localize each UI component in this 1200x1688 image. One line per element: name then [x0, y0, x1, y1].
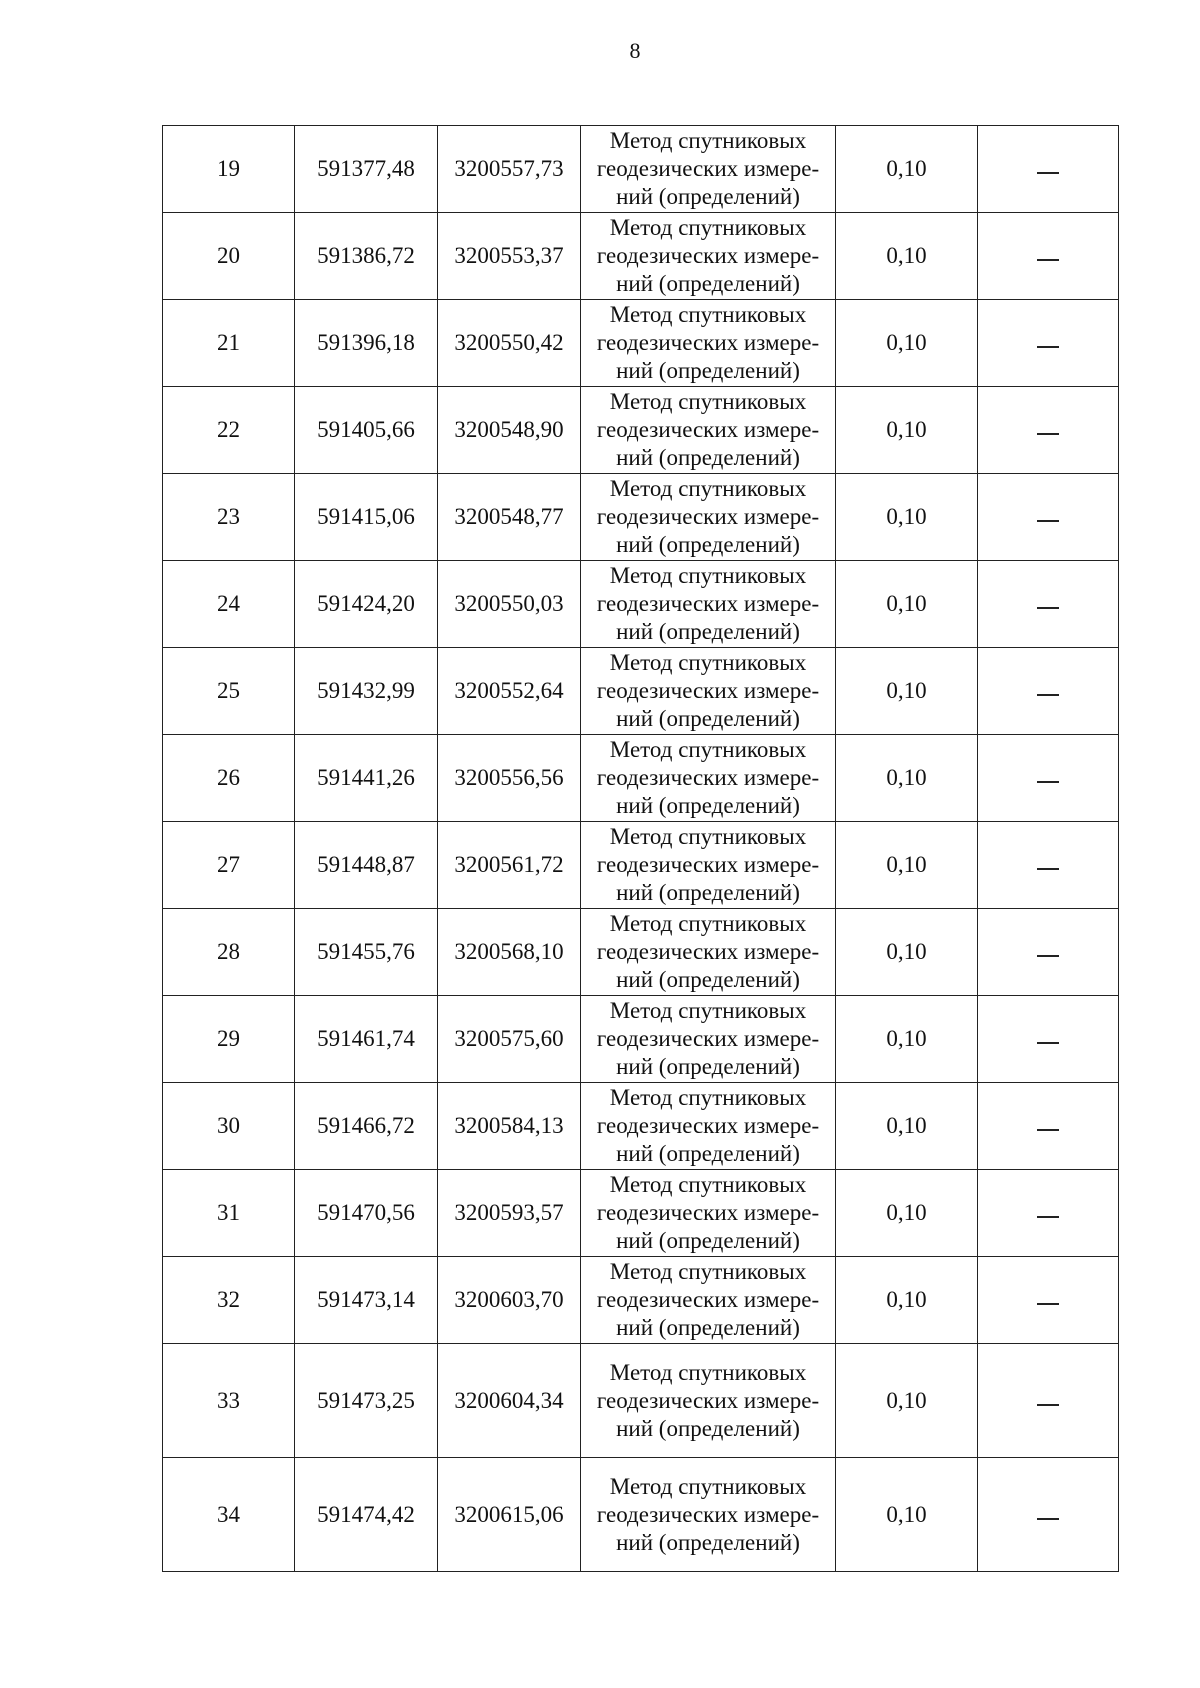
method-line-2: геодезических измере-: [596, 417, 820, 442]
description-cell: [978, 387, 1119, 474]
precision-cell: 0,10: [836, 996, 978, 1083]
table-row: [163, 561, 1119, 648]
table-row: [163, 213, 1119, 300]
method-line-2: геодезических измере-: [596, 1113, 820, 1138]
x-coordinate-cell: 591415,06: [295, 474, 438, 561]
point-number-cell: 26: [163, 735, 295, 822]
x-coordinate-cell: 591470,56: [295, 1170, 438, 1257]
method-cell: [581, 474, 836, 561]
description-cell: [978, 126, 1119, 213]
precision-cell: 0,10: [836, 1344, 978, 1458]
description-cell: [978, 648, 1119, 735]
method-line-3: ний (определений): [616, 532, 800, 557]
table-row: [163, 1344, 1119, 1458]
method-cell: [581, 561, 836, 648]
point-number-cell: 29: [163, 996, 295, 1083]
precision-cell: 0,10: [836, 1257, 978, 1344]
dash-mark: [1037, 781, 1059, 783]
description-cell: [978, 300, 1119, 387]
x-coordinate-cell: 591432,99: [295, 648, 438, 735]
description-cell: [978, 909, 1119, 996]
method-cell: [581, 300, 836, 387]
precision-cell: 0,10: [836, 822, 978, 909]
method-line-2: геодезических измере-: [596, 156, 820, 181]
point-number-cell: 20: [163, 213, 295, 300]
method-line-1: Метод спутниковых: [609, 128, 807, 153]
description-cell: [978, 1344, 1119, 1458]
method-line-3: ний (определений): [616, 706, 800, 731]
coordinates-table: [162, 125, 1119, 1572]
point-number-cell: 27: [163, 822, 295, 909]
dash-mark: [1037, 694, 1059, 696]
description-cell: [978, 996, 1119, 1083]
method-line-2: геодезических измере-: [596, 1200, 820, 1225]
dash-mark: [1037, 1216, 1059, 1218]
x-coordinate-cell: 591424,20: [295, 561, 438, 648]
precision-cell: 0,10: [836, 126, 978, 213]
method-line-2: геодезических измере-: [596, 678, 820, 703]
method-line-1: Метод спутниковых: [609, 215, 807, 240]
precision-cell: 0,10: [836, 387, 978, 474]
table-row: [163, 996, 1119, 1083]
method-line-3: ний (определений): [616, 445, 800, 470]
y-coordinate-cell: 3200593,57: [438, 1170, 581, 1257]
table-row: [163, 1458, 1119, 1572]
method-line-2: геодезических измере-: [596, 330, 820, 355]
dash-mark: [1037, 1404, 1059, 1406]
point-number-cell: 34: [163, 1458, 295, 1572]
dash-mark: [1037, 955, 1059, 957]
method-line-1: Метод спутниковых: [609, 1359, 807, 1385]
method-cell: [581, 1170, 836, 1257]
method-line-1: Метод спутниковых: [609, 302, 807, 327]
description-cell: [978, 1170, 1119, 1257]
table-row: [163, 1257, 1119, 1344]
precision-cell: 0,10: [836, 213, 978, 300]
point-number-cell: 22: [163, 387, 295, 474]
method-cell: [581, 996, 836, 1083]
point-number-cell: 31: [163, 1170, 295, 1257]
precision-cell: 0,10: [836, 648, 978, 735]
table-body: [163, 126, 1119, 1572]
description-cell: [978, 213, 1119, 300]
x-coordinate-cell: 591386,72: [295, 213, 438, 300]
y-coordinate-cell: 3200553,37: [438, 213, 581, 300]
table-row: [163, 387, 1119, 474]
method-line-1: Метод спутниковых: [609, 1085, 807, 1110]
method-cell: [581, 909, 836, 996]
dash-mark: [1037, 433, 1059, 435]
dash-mark: [1037, 1518, 1059, 1520]
table-row: [163, 1170, 1119, 1257]
method-line-1: Метод спутниковых: [609, 1473, 807, 1499]
y-coordinate-cell: 3200561,72: [438, 822, 581, 909]
point-number-cell: 30: [163, 1083, 295, 1170]
table-row: [163, 474, 1119, 561]
x-coordinate-cell: 591474,42: [295, 1458, 438, 1572]
y-coordinate-cell: 3200548,90: [438, 387, 581, 474]
point-number-cell: 32: [163, 1257, 295, 1344]
precision-cell: 0,10: [836, 735, 978, 822]
precision-cell: 0,10: [836, 561, 978, 648]
point-number-cell: 33: [163, 1344, 295, 1458]
point-number-cell: 24: [163, 561, 295, 648]
table-row: [163, 126, 1119, 213]
x-coordinate-cell: 591377,48: [295, 126, 438, 213]
method-line-3: ний (определений): [616, 1415, 800, 1441]
method-line-3: ний (определений): [616, 880, 800, 905]
point-number-cell: 23: [163, 474, 295, 561]
method-line-1: Метод спутниковых: [609, 476, 807, 501]
method-cell: [581, 735, 836, 822]
method-line-1: Метод спутниковых: [609, 998, 807, 1023]
method-line-2: геодезических измере-: [596, 939, 820, 964]
method-line-1: Метод спутниковых: [609, 1172, 807, 1197]
method-cell: [581, 213, 836, 300]
method-line-3: ний (определений): [616, 1315, 800, 1340]
description-cell: [978, 561, 1119, 648]
y-coordinate-cell: 3200568,10: [438, 909, 581, 996]
method-line-3: ний (определений): [616, 1529, 800, 1555]
y-coordinate-cell: 3200556,56: [438, 735, 581, 822]
method-line-1: Метод спутниковых: [609, 737, 807, 762]
method-line-2: геодезических измере-: [596, 852, 820, 877]
description-cell: [978, 822, 1119, 909]
description-cell: [978, 1257, 1119, 1344]
method-line-3: ний (определений): [616, 358, 800, 383]
x-coordinate-cell: 591473,25: [295, 1344, 438, 1458]
method-line-2: геодезических измере-: [596, 765, 820, 790]
precision-cell: 0,10: [836, 909, 978, 996]
method-cell: [581, 648, 836, 735]
table-row: [163, 1083, 1119, 1170]
description-cell: [978, 1458, 1119, 1572]
table-row: [163, 735, 1119, 822]
method-line-3: ний (определений): [616, 1228, 800, 1253]
method-line-1: Метод спутниковых: [609, 650, 807, 675]
method-line-2: геодезических измере-: [596, 1287, 820, 1312]
dash-mark: [1037, 259, 1059, 261]
dash-mark: [1037, 346, 1059, 348]
method-line-3: ний (определений): [616, 271, 800, 296]
table-row: [163, 909, 1119, 996]
precision-cell: 0,10: [836, 300, 978, 387]
method-line-3: ний (определений): [616, 793, 800, 818]
y-coordinate-cell: 3200584,13: [438, 1083, 581, 1170]
x-coordinate-cell: 591466,72: [295, 1083, 438, 1170]
method-line-2: геодезических измере-: [596, 591, 820, 616]
dash-mark: [1037, 520, 1059, 522]
description-cell: [978, 735, 1119, 822]
x-coordinate-cell: 591396,18: [295, 300, 438, 387]
description-cell: [978, 1083, 1119, 1170]
y-coordinate-cell: 3200550,03: [438, 561, 581, 648]
x-coordinate-cell: 591455,76: [295, 909, 438, 996]
method-cell: [581, 1458, 836, 1572]
dash-mark: [1037, 172, 1059, 174]
dash-mark: [1037, 868, 1059, 870]
method-line-1: Метод спутниковых: [609, 911, 807, 936]
method-line-2: геодезических измере-: [596, 1026, 820, 1051]
y-coordinate-cell: 3200548,77: [438, 474, 581, 561]
dash-mark: [1037, 1129, 1059, 1131]
method-line-2: геодезических измере-: [596, 1387, 820, 1413]
point-number-cell: 28: [163, 909, 295, 996]
y-coordinate-cell: 3200550,42: [438, 300, 581, 387]
method-line-3: ний (определений): [616, 184, 800, 209]
method-cell: [581, 1344, 836, 1458]
point-number-cell: 19: [163, 126, 295, 213]
y-coordinate-cell: 3200557,73: [438, 126, 581, 213]
precision-cell: 0,10: [836, 474, 978, 561]
method-line-3: ний (определений): [616, 1141, 800, 1166]
table-row: [163, 822, 1119, 909]
point-number-cell: 21: [163, 300, 295, 387]
dash-mark: [1037, 607, 1059, 609]
y-coordinate-cell: 3200575,60: [438, 996, 581, 1083]
precision-cell: 0,10: [836, 1170, 978, 1257]
method-line-1: Метод спутниковых: [609, 824, 807, 849]
method-cell: [581, 387, 836, 474]
x-coordinate-cell: 591405,66: [295, 387, 438, 474]
x-coordinate-cell: 591461,74: [295, 996, 438, 1083]
x-coordinate-cell: 591473,14: [295, 1257, 438, 1344]
dash-mark: [1037, 1042, 1059, 1044]
y-coordinate-cell: 3200603,70: [438, 1257, 581, 1344]
y-coordinate-cell: 3200604,34: [438, 1344, 581, 1458]
method-line-3: ний (определений): [616, 1054, 800, 1079]
method-line-2: геодезических измере-: [596, 1501, 820, 1527]
y-coordinate-cell: 3200552,64: [438, 648, 581, 735]
y-coordinate-cell: 3200615,06: [438, 1458, 581, 1572]
method-cell: [581, 1083, 836, 1170]
point-number-cell: 25: [163, 648, 295, 735]
precision-cell: 0,10: [836, 1083, 978, 1170]
dash-mark: [1037, 1303, 1059, 1305]
method-cell: [581, 1257, 836, 1344]
method-line-3: ний (определений): [616, 619, 800, 644]
table-row: [163, 300, 1119, 387]
precision-cell: 0,10: [836, 1458, 978, 1572]
method-line-2: геодезических измере-: [596, 504, 820, 529]
x-coordinate-cell: 591448,87: [295, 822, 438, 909]
method-line-3: ний (определений): [616, 967, 800, 992]
method-line-1: Метод спутниковых: [609, 563, 807, 588]
x-coordinate-cell: 591441,26: [295, 735, 438, 822]
method-cell: [581, 126, 836, 213]
method-line-1: Метод спутниковых: [609, 1259, 807, 1284]
method-line-2: геодезических измере-: [596, 243, 820, 268]
method-cell: [581, 822, 836, 909]
method-line-1: Метод спутниковых: [609, 389, 807, 414]
page-number: 8: [629, 38, 641, 63]
description-cell: [978, 474, 1119, 561]
table-row: [163, 648, 1119, 735]
